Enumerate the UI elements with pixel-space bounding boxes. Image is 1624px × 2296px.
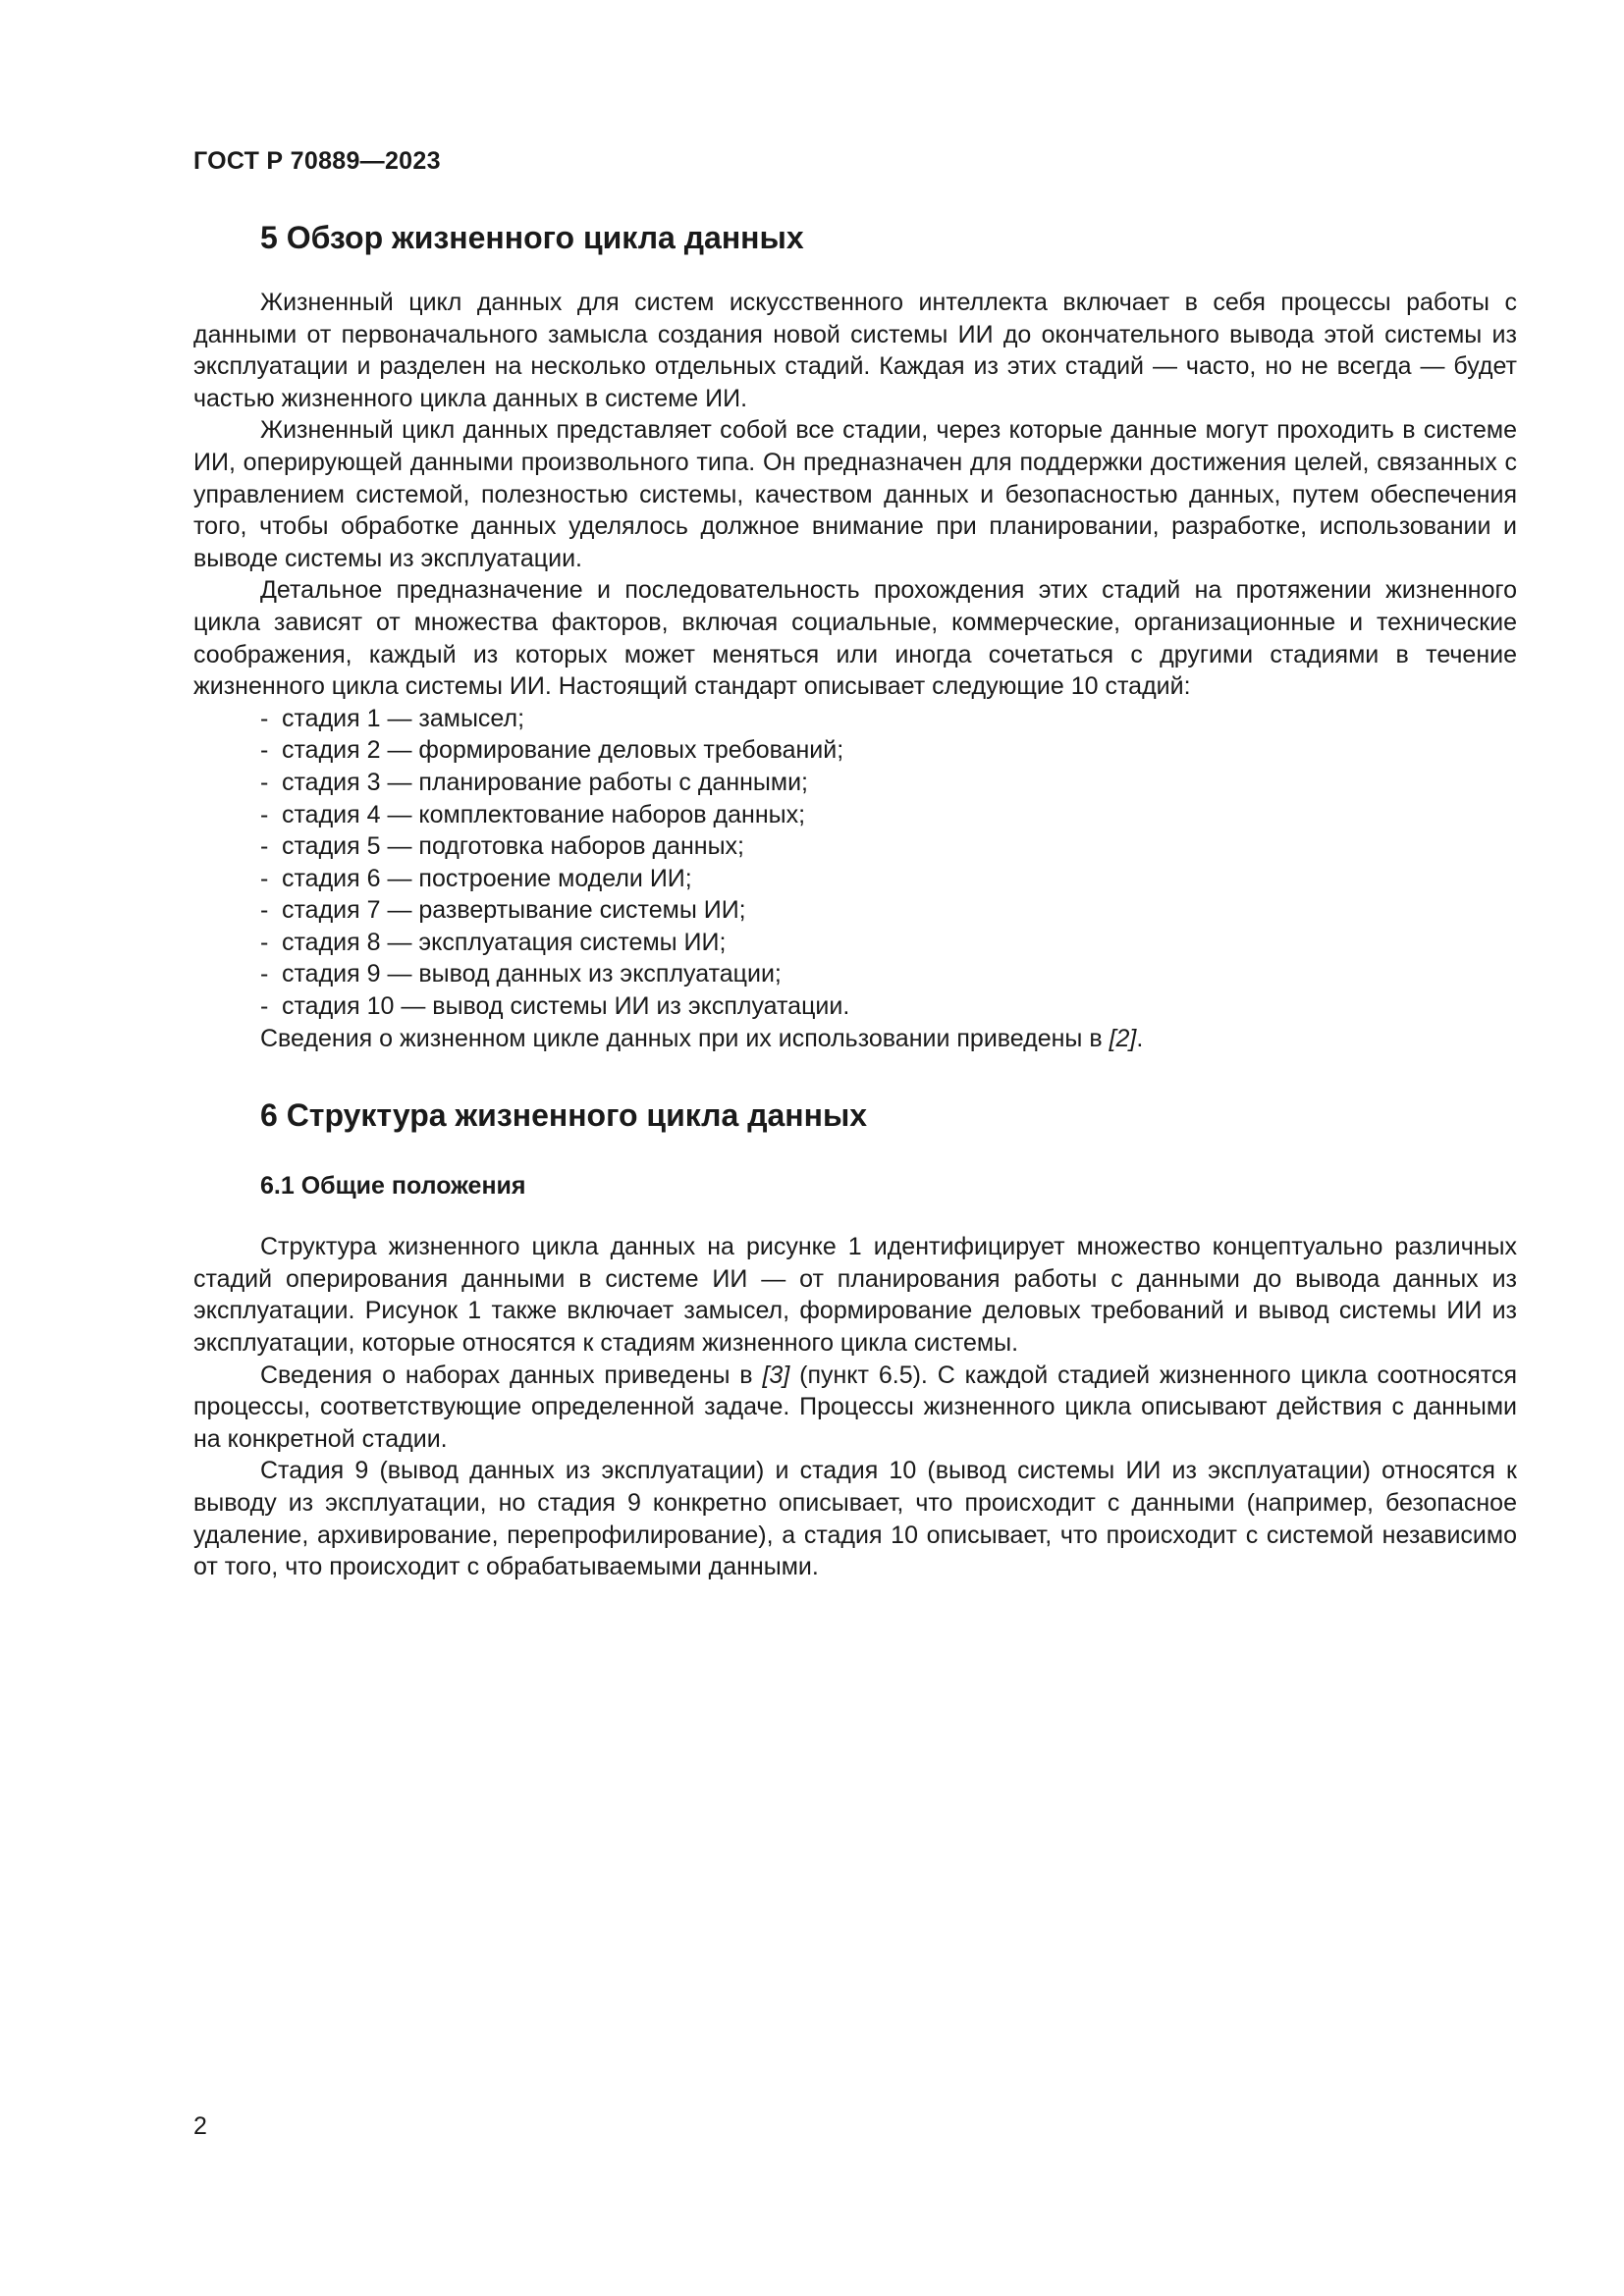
section-5-paragraph-2: Жизненный цикл данных представляет собой все стадии, через которые данные могут проходить в системе ИИ, оперирующей данными произвольного типа. Он предназначен для поддержки достижения целей, связанных с управлением системой, полезностью системы, качеством данных и безопасностью данных, путем обеспечения того, чтобы обработке данных уделялось должное внимание при планировании, разработке, использовании и выводе системы из эксплуатации. <box>193 416 1517 572</box>
stage-2-text: стадия 2 — формирование деловых требований; <box>282 736 844 765</box>
subsection-6-1-title: 6.1 Общие положения <box>260 1172 526 1201</box>
list-item <box>260 734 1517 767</box>
list-item <box>260 927 1517 959</box>
list-dash: - <box>260 928 269 956</box>
list-item <box>260 703 1517 735</box>
section-6-paragraph-1: Структура жизненного цикла данных на рисунке 1 идентифицирует множество концептуально различных стадий оперирования данными в системе ИИ — от планирования работы с данными до вывода данных из эксплуатации. Рисунок 1 также включает замысел, формирование деловых требований и вывод системы ИИ из эксплуатации, которые относятся к стадиям жизненного цикла системы. <box>193 1233 1517 1358</box>
stage-5-text: стадия 5 — подготовка наборов данных; <box>282 832 744 861</box>
list-item <box>260 990 1517 1023</box>
list-item <box>260 894 1517 927</box>
page-number: 2 <box>193 2112 207 2140</box>
section-6-paragraph-3: Стадия 9 (вывод данных из эксплуатации) и стадия 10 (вывод системы ИИ из эксплуатации) относятся к выводу из эксплуатации, но стадия 9 конкретно описывает, что происходит с данными (например, безопасное удаление, архивирование, перепрофилирование), а стадия 10 описывает, что происходит с системой независимо от того, что происходит с обрабатываемыми данными. <box>193 1457 1517 1581</box>
closing-text: Сведения о жизненном цикле данных при их использовании приведены в <box>260 1024 1110 1052</box>
stage-3-text: стадия 3 — планирование работы с данными; <box>282 768 808 796</box>
section-5-title: 5 Обзор жизненного цикла данных <box>260 220 804 255</box>
p2-after: (пункт 6.5). С каждой стадией жизненного цикла соотносятся процессы, соответствующие определенной задаче. Процессы жизненного цикла описывают действия с данными на конкретной стадии. <box>193 1361 1517 1453</box>
stage-4-text: стадия 4 — комплектование наборов данных; <box>282 800 806 828</box>
section-5-paragraph-3: Детальное предназначение и последовательность прохождения этих стадий на протяжении жизненного цикла зависят от множества факторов, включая социальные, коммерческие, организационные и технические соображения, каждый из которых может меняться или иногда сочетаться с другими стадиями в течение жизненного цикла системы ИИ. Настоящий стандарт описывает следующие 10 стадий: <box>193 576 1517 701</box>
list-item <box>260 767 1517 799</box>
list-dash: - <box>260 800 269 828</box>
list-dash: - <box>260 832 269 861</box>
list-dash: - <box>260 896 269 925</box>
page-content <box>193 218 1517 1583</box>
bibliography-reference-2[interactable]: [2] <box>1109 1024 1137 1052</box>
list-dash: - <box>260 768 269 796</box>
document-code-header: ГОСТ Р 70889—2023 <box>193 147 441 175</box>
list-dash: - <box>260 960 269 988</box>
stage-10-text: стадия 10 — вывод системы ИИ из эксплуатации. <box>282 992 850 1021</box>
list-item <box>260 830 1517 863</box>
section-6-paragraph-2 <box>193 1360 1517 1456</box>
list-dash: - <box>260 864 269 892</box>
bibliography-reference-3[interactable]: [3] <box>762 1361 790 1389</box>
list-dash: - <box>260 992 269 1021</box>
section-6-title: 6 Структура жизненного цикла данных <box>260 1097 868 1134</box>
section-5-closing-paragraph <box>193 1023 1517 1055</box>
stage-9-text: стадия 9 — вывод данных из эксплуатации; <box>282 960 782 988</box>
stage-1-text: стадия 1 — замысел; <box>282 704 525 732</box>
p2-before: Сведения о наборах данных приведены в <box>260 1361 763 1389</box>
stage-7-text: стадия 7 — развертывание системы ИИ; <box>282 896 746 925</box>
list-item <box>260 799 1517 831</box>
list-item <box>260 958 1517 990</box>
list-dash: - <box>260 704 269 732</box>
list-dash: - <box>260 736 269 765</box>
closing-end: . <box>1136 1024 1144 1052</box>
stage-8-text: стадия 8 — эксплуатация системы ИИ; <box>282 928 727 956</box>
section-5-paragraph-1: Жизненный цикл данных для систем искусственного интеллекта включает в себя процессы работы с данными от первоначального замысла создания новой системы ИИ до окончательного вывода этой системы из эксплуатации и разделен на несколько отдельных стадий. Каждая из этих стадий — часто, но не всегда — будет частью жизненного цикла данных в системе ИИ. <box>193 289 1517 412</box>
stage-6-text: стадия 6 — построение модели ИИ; <box>282 864 692 892</box>
list-item <box>260 863 1517 895</box>
stages-list <box>193 703 1517 1023</box>
